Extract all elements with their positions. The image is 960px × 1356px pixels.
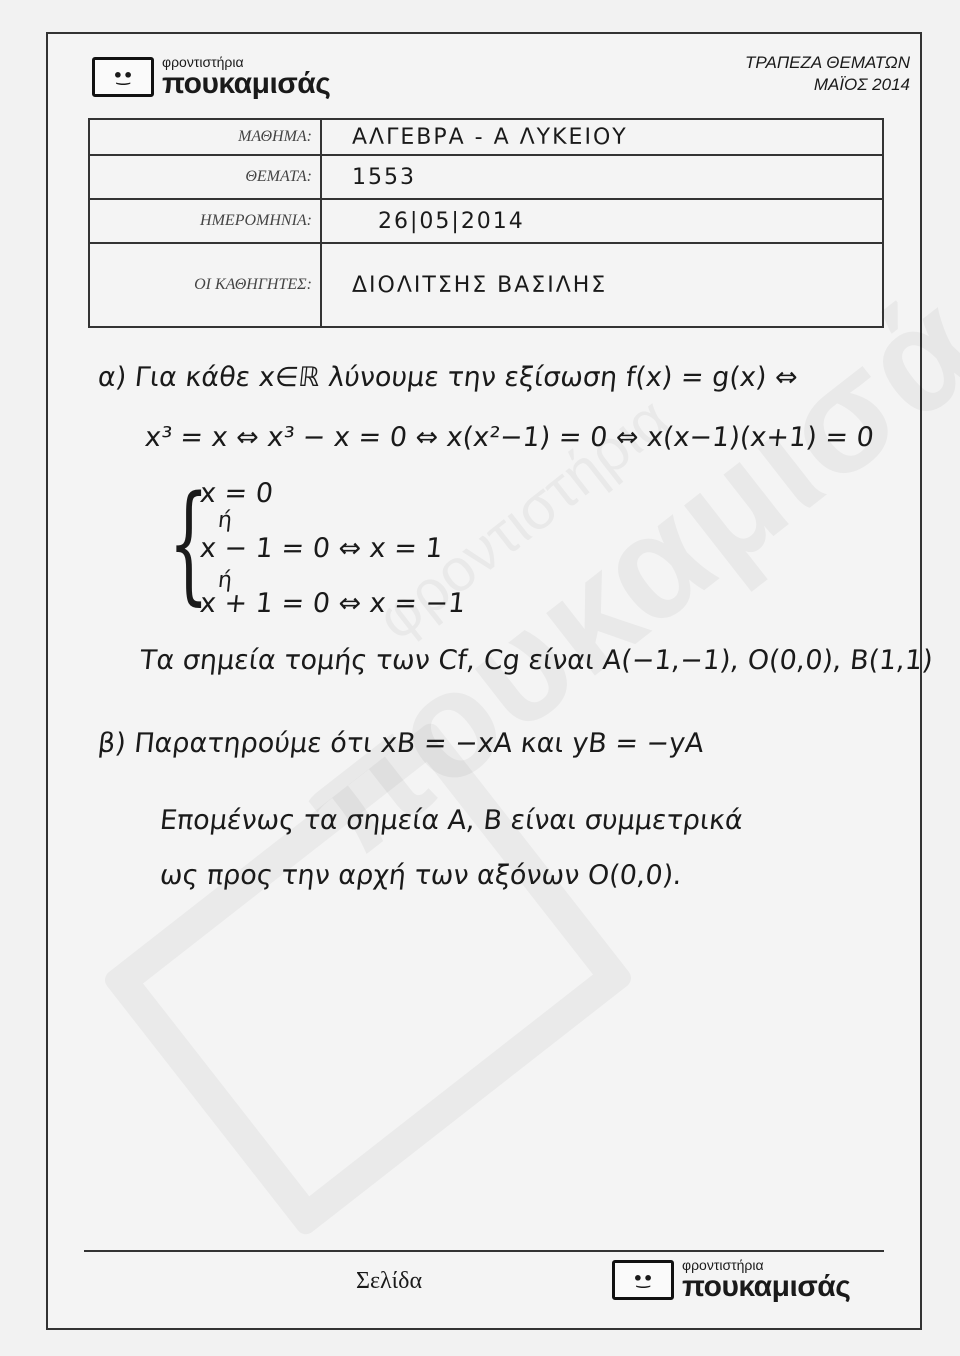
footer-divider bbox=[84, 1250, 884, 1252]
header-logo bbox=[92, 55, 330, 99]
footer-logo-big-text: πουκαμισάς bbox=[682, 1270, 851, 1303]
intersection-points: Τα σημεία τομής των Cf, Cg είναι A(−1,−1), O(0,0), B(1,1) bbox=[138, 645, 935, 676]
topics-label: ΘΕΜΑΤΑ: bbox=[89, 155, 321, 199]
page-label: Σελίδα bbox=[356, 1268, 423, 1294]
or-1: ή bbox=[216, 508, 234, 533]
logo-face-icon: •͜• bbox=[92, 57, 154, 97]
bank-line-1: ΤΡΑΠΕΖΑ ΘΕΜΑΤΩΝ bbox=[745, 53, 910, 72]
case-2: x − 1 = 0 ⇔ x = 1 bbox=[198, 533, 445, 564]
part-a-line-1: α) Για κάθε x∈ℝ λύνουμε την εξίσωση f(x) = g(x) ⇔ bbox=[96, 362, 800, 393]
case-1: x = 0 bbox=[198, 478, 275, 509]
or-2: ή bbox=[216, 568, 234, 593]
teachers-label: ΟΙ ΚΑΘΗΓΗΤΕΣ: bbox=[89, 243, 321, 327]
topics-value: 1553 bbox=[321, 155, 883, 199]
cases-brace: { bbox=[168, 469, 210, 618]
question-bank-title bbox=[745, 52, 910, 96]
subject-label: ΜΑΘΗΜΑ: bbox=[89, 119, 321, 155]
date-label: ΗΜΕΡΟΜΗΝΙΑ: bbox=[89, 199, 321, 243]
case-3: x + 1 = 0 ⇔ x = −1 bbox=[198, 588, 467, 619]
footer-logo-face-icon: •͜• bbox=[612, 1260, 674, 1300]
logo-big-text: πουκαμισάς bbox=[162, 67, 331, 100]
bank-line-2: ΜΑΪΟΣ 2014 bbox=[813, 75, 910, 94]
part-a-line-2: x³ = x ⇔ x³ − x = 0 ⇔ x(x²−1) = 0 ⇔ x(x−1)(x+1) = 0 bbox=[143, 422, 876, 453]
logo-small-text: φροντιστήρια bbox=[162, 54, 244, 70]
part-b-line-2: Επομένως τα σημεία A, B είναι συμμετρικά bbox=[158, 805, 745, 836]
part-b-line-1: β) Παρατηρούμε ότι xB = −xA και yB = −yA bbox=[96, 728, 706, 759]
footer-logo-small-text: φροντιστήρια bbox=[682, 1257, 764, 1273]
info-table bbox=[88, 118, 884, 328]
teachers-value: ΔΙΟΛΙΤΣΗΣ ΒΑΣΙΛΗΣ bbox=[321, 243, 883, 327]
footer-logo bbox=[612, 1258, 850, 1302]
subject-value: ΑΛΓΕΒΡΑ - Α ΛΥΚΕΙΟΥ bbox=[321, 119, 883, 155]
part-b-line-3: ως προς την αρχή των αξόνων O(0,0). bbox=[158, 860, 684, 891]
date-value: 26|05|2014 bbox=[321, 199, 883, 243]
